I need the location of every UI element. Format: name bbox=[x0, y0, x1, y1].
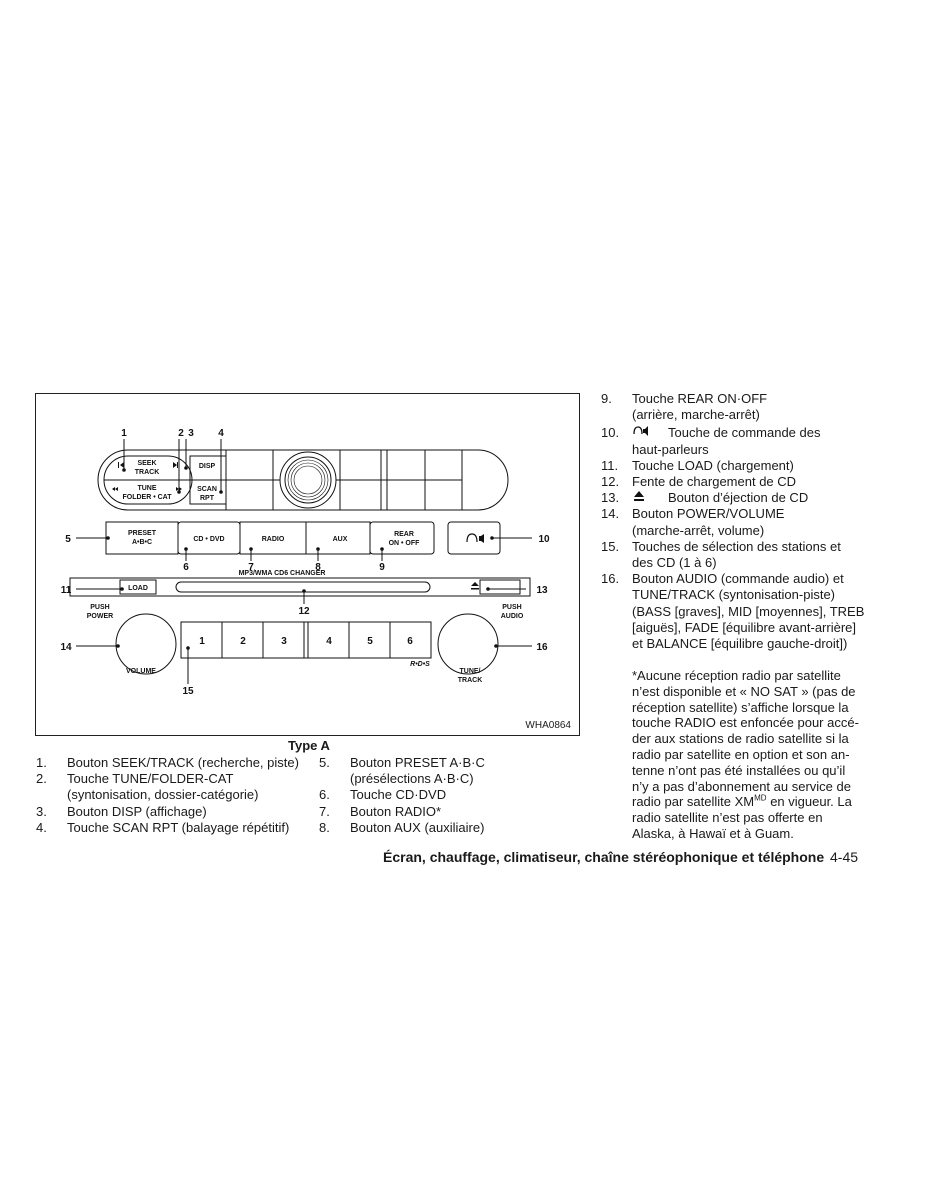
item-number: 4. bbox=[36, 819, 47, 835]
legend-list-right bbox=[601, 391, 901, 652]
callout-13: 13 bbox=[536, 585, 548, 596]
eject-icon bbox=[471, 582, 479, 590]
legend-list-middle bbox=[319, 755, 519, 836]
callout-14: 14 bbox=[60, 642, 72, 653]
item-text: Bouton POWER/VOLUME bbox=[632, 506, 785, 522]
list-item bbox=[601, 425, 901, 457]
item-number: 8. bbox=[319, 819, 330, 835]
item-number: 6. bbox=[319, 787, 330, 803]
note-xm-tail: en vigueur. La bbox=[766, 794, 852, 810]
tune-track-label-1: TUNE/ bbox=[459, 668, 481, 675]
disp-label: DISP bbox=[198, 463, 216, 470]
preset-button-box bbox=[106, 522, 178, 554]
item-text: Touche de commande des bbox=[668, 425, 821, 441]
item-number: 7. bbox=[319, 803, 330, 819]
callout-2: 2 bbox=[178, 428, 184, 439]
item-number: 10. bbox=[601, 425, 620, 441]
rds-label: R•D•S bbox=[410, 661, 430, 668]
note-line-xm bbox=[632, 794, 859, 810]
item-text: des CD (1 à 6) bbox=[632, 555, 717, 571]
item-text-with-icon bbox=[632, 490, 901, 506]
note-line: touche RADIO est enfoncée pour accé- bbox=[632, 715, 859, 731]
item-text: TUNE/TRACK (syntonisation-piste) bbox=[632, 587, 835, 603]
note-line: réception satellite) s’affiche lorsque la bbox=[632, 699, 849, 715]
item-text: Bouton AUX (auxiliaire) bbox=[350, 819, 485, 835]
radio-diagram-figure bbox=[35, 393, 580, 736]
abc-label: A•B•C bbox=[131, 539, 153, 546]
callout-4: 4 bbox=[218, 428, 224, 439]
list-item bbox=[36, 804, 306, 820]
item-text: Touche LOAD (chargement) bbox=[632, 457, 794, 473]
item-text: et BALANCE [équilibre gauche-droit]) bbox=[632, 636, 848, 652]
radio-panel-diagram bbox=[36, 394, 581, 737]
item-number: 9. bbox=[601, 391, 612, 406]
headphone-speaker-icon bbox=[467, 534, 484, 543]
list-item bbox=[36, 755, 306, 771]
item-text: [aiguës], FADE [équilibre avant-arrière] bbox=[632, 619, 856, 635]
volume-knob bbox=[116, 614, 176, 674]
item-number: 5. bbox=[319, 755, 330, 770]
note-line: der aux stations de radio satellite si la bbox=[632, 731, 849, 747]
item-text: Touches de sélection des stations et bbox=[632, 538, 841, 554]
callout-12: 12 bbox=[298, 606, 310, 617]
item-text: (arrière, marche-arrêt) bbox=[632, 407, 760, 423]
list-item bbox=[601, 571, 901, 652]
figure-id: WHA0864 bbox=[525, 720, 571, 731]
callout-6: 6 bbox=[183, 562, 189, 573]
eject-button-box bbox=[480, 580, 520, 594]
rpt-label: RPT bbox=[200, 495, 214, 502]
legend-list-left bbox=[36, 755, 306, 836]
aux-label: AUX bbox=[332, 536, 348, 543]
item-number: 11. bbox=[601, 457, 619, 473]
push-power-label-2: POWER bbox=[86, 613, 114, 620]
figure-caption: Type A bbox=[288, 738, 330, 753]
list-item bbox=[601, 539, 901, 571]
note-xm-text: radio par satellite XM bbox=[632, 794, 755, 810]
preset-button-3: 3 bbox=[281, 636, 287, 647]
item-text: (marche-arrêt, volume) bbox=[632, 522, 765, 538]
push-power-label-1: PUSH bbox=[90, 604, 110, 611]
list-item bbox=[319, 820, 519, 836]
list-item bbox=[36, 820, 306, 836]
callout-3: 3 bbox=[188, 428, 194, 439]
on-off-label: ON • OFF bbox=[388, 540, 420, 547]
push-audio-label-2: AUDIO bbox=[500, 613, 524, 620]
item-text-with-icon bbox=[632, 425, 901, 441]
item-number: 2. bbox=[36, 771, 47, 787]
note-line: n’y a pas d’abonnement au service de bbox=[632, 778, 851, 794]
track-label: TRACK bbox=[134, 469, 160, 476]
list-item bbox=[319, 787, 519, 803]
preset-number-row bbox=[181, 622, 431, 658]
list-item bbox=[601, 458, 901, 474]
item-text: Bouton DISP (affichage) bbox=[67, 803, 207, 819]
volume-label: VOLUME bbox=[126, 668, 156, 675]
list-item bbox=[601, 474, 901, 490]
list-item bbox=[601, 490, 901, 506]
item-number: 15. bbox=[601, 538, 620, 554]
tune-track-label-2: TRACK bbox=[457, 677, 483, 684]
radio-label: RADIO bbox=[261, 536, 285, 543]
note-line: *Aucune réception radio par satellite bbox=[632, 668, 841, 683]
callout-15: 15 bbox=[182, 686, 194, 697]
cd-dvd-label: CD • DVD bbox=[193, 536, 225, 543]
callout-10: 10 bbox=[538, 534, 550, 545]
list-item bbox=[601, 391, 901, 423]
note-xm-superscript: MD bbox=[754, 794, 767, 804]
preset-button-1: 1 bbox=[199, 636, 205, 647]
list-item bbox=[36, 771, 306, 803]
item-text: Fente de chargement de CD bbox=[632, 474, 797, 490]
item-text: Bouton RADIO* bbox=[350, 803, 442, 819]
preset-button-2: 2 bbox=[240, 636, 246, 647]
callout-5: 5 bbox=[65, 534, 71, 545]
item-number: 3. bbox=[36, 803, 47, 819]
rear-label: REAR bbox=[394, 531, 414, 538]
item-text: Touche TUNE/FOLDER-CAT bbox=[67, 771, 234, 787]
list-item bbox=[319, 755, 519, 787]
list-item bbox=[319, 804, 519, 820]
tune-track-knob bbox=[438, 614, 498, 674]
item-number: 12. bbox=[601, 474, 620, 490]
callout-9: 9 bbox=[379, 562, 385, 573]
callout-11: 11 bbox=[60, 585, 72, 596]
note-line: n’est disponible et « NO SAT » (pas de bbox=[632, 683, 856, 699]
item-text: (syntonisation, dossier-catégorie) bbox=[67, 787, 259, 803]
callout-1: 1 bbox=[121, 428, 127, 439]
push-audio-label-1: PUSH bbox=[502, 604, 522, 611]
list-item bbox=[601, 506, 901, 538]
rear-button-box bbox=[370, 522, 434, 554]
load-label: LOAD bbox=[128, 585, 148, 592]
folder-cat-label: FOLDER • CAT bbox=[122, 494, 172, 501]
section-footer-title: Écran, chauffage, climatiseur, chaîne stéréophonique et téléphone bbox=[383, 849, 825, 865]
seek-label: SEEK bbox=[137, 460, 157, 467]
satellite-radio-note bbox=[632, 668, 859, 842]
preset-label: PRESET bbox=[127, 530, 157, 537]
item-text: Bouton d’éjection de CD bbox=[668, 490, 809, 506]
item-text: Touche SCAN RPT (balayage répétitif) bbox=[67, 819, 290, 835]
item-number: 16. bbox=[601, 571, 620, 587]
preset-button-6: 6 bbox=[407, 636, 413, 647]
center-knob bbox=[280, 452, 336, 508]
note-line: tenne n’ont pas été installées ou qu’il bbox=[632, 762, 846, 778]
preset-button-5: 5 bbox=[367, 636, 373, 647]
note-line: radio par satellite en option et son an- bbox=[632, 746, 850, 762]
item-text: haut-parleurs bbox=[632, 441, 709, 457]
item-text: Bouton PRESET A·B·C bbox=[350, 755, 485, 770]
scan-label: SCAN bbox=[197, 486, 217, 493]
item-text: Bouton SEEK/TRACK (recherche, piste) bbox=[67, 755, 299, 770]
note-line: radio satellite n’est pas offerte en bbox=[632, 810, 823, 826]
tune-label: TUNE bbox=[137, 485, 157, 492]
item-number: 1. bbox=[36, 755, 47, 770]
headphone-speaker-icon bbox=[632, 425, 668, 441]
preset-button-4: 4 bbox=[326, 636, 332, 647]
item-number: 14. bbox=[601, 506, 620, 522]
callout-8: 8 bbox=[315, 562, 321, 573]
changer-label: MP3/WMA CD6 CHANGER bbox=[238, 570, 326, 577]
note-line: Alaska, à Hawaï et à Guam. bbox=[632, 825, 794, 841]
callout-16: 16 bbox=[536, 642, 548, 653]
item-text: Touche REAR ON·OFF bbox=[632, 391, 768, 406]
callout-7: 7 bbox=[248, 562, 254, 573]
item-text: (présélections A·B·C) bbox=[350, 771, 474, 787]
item-text: (BASS [graves], MID [moyennes], TREB bbox=[632, 603, 865, 619]
eject-icon bbox=[632, 490, 668, 506]
item-number: 13. bbox=[601, 490, 620, 506]
page-number: 4-45 bbox=[830, 849, 859, 865]
item-text: Bouton AUDIO (commande audio) et bbox=[632, 571, 844, 587]
item-text: Touche CD·DVD bbox=[350, 787, 447, 803]
